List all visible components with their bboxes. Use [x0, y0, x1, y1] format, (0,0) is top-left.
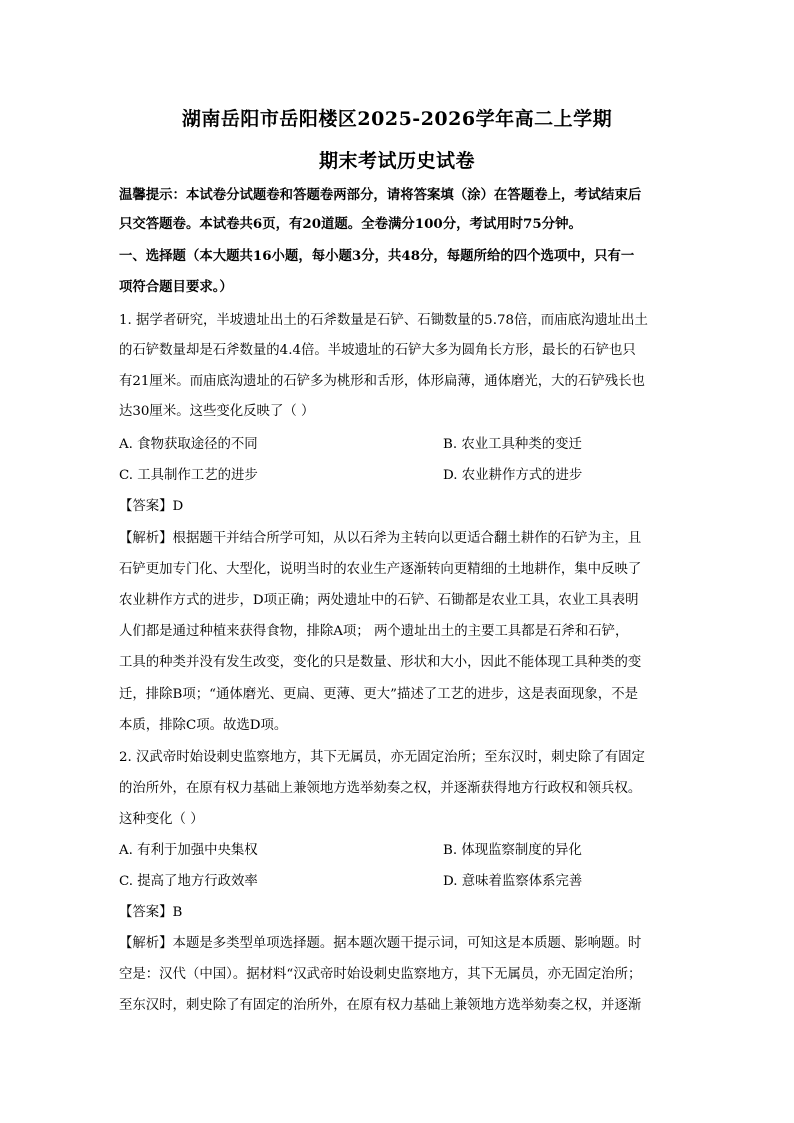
q1-stem-line-1: 1. 据学者研究，半坡遗址出土的石斧数量是石铲、石锄数量的5.78倍，而庙底沟遗址出土 — [119, 313, 648, 328]
q1-analysis-line-1: 【解析】根据题干并结合所学可知，从以石斧为主转向以更适合翻土耕作的石铲为主，且 — [119, 531, 642, 546]
q1-analysis-line-6: 迁，排除B项；“通体磨光、更扁、更薄、更大”描述了工艺的进步，这是表面现象，不是 — [119, 687, 638, 702]
q1-stem-line-4: 达30厘米。这些变化反映了（ ） — [119, 404, 315, 419]
q1-stem-line-3: 有21厘米。而庙底沟遗址的石铲多为桃形和舌形，体形扁薄，通体磨光，大的石铲残长也 — [119, 374, 645, 389]
q2-analysis-line-3: 至东汉时，刺史除了有固定的治所外，在原有权力基础上兼领地方选举劾奏之权，并逐渐 — [119, 998, 642, 1013]
section-heading-line-1: 一、选择题（本大题共16小题，每小题3分，共48分，每题所给的四个选项中，只有一 — [119, 248, 635, 264]
q2-option-d: D. 意味着监察体系完善 — [443, 874, 583, 889]
q1-analysis-line-4: 人们都是通过种植来获得食物，排除A项； 两个遗址出土的主要工具都是石斧和石铲， — [119, 624, 629, 639]
q1-analysis-line-7: 本质，排除C项。故选D项。 — [119, 718, 288, 733]
q2-option-c: C. 提高了地方行政效率 — [119, 874, 258, 889]
q2-analysis-line-1: 【解析】本题是多类型单项选择题。据本题次题干提示词，可知这是本质题、影响题。时 — [119, 936, 642, 951]
page-title: 湖南岳阳市岳阳楼区2025-2026学年高二上学期 — [181, 108, 613, 130]
q2-option-b: B. 体现监察制度的异化 — [443, 843, 582, 858]
q2-stem-line-1: 2. 汉武帝时始设刺史监察地方，其下无属员，亦无固定治所；至东汉时，刺史除了有固定 — [119, 750, 645, 765]
q1-analysis-line-5: 工具的种类并没有发生改变，变化的只是数量、形状和大小，因此不能体现工具种类的变 — [119, 655, 642, 670]
notice-line-2: 只交答题卷。本试卷共6页，有20道题。全卷满分100分，考试用时75分钟。 — [119, 216, 582, 232]
q1-option-c: C. 工具制作工艺的进步 — [119, 468, 258, 483]
section-heading-line-2: 项符合题目要求。） — [119, 279, 233, 295]
q2-answer: 【答案】B — [119, 905, 183, 920]
q2-option-a: A. 有利于加强中央集权 — [119, 843, 258, 858]
q2-analysis-line-2: 空是：汉代（中国）。据材料“汉武帝时始设刺史监察地方，其下无属员，亦无固定治所； — [119, 967, 642, 982]
q1-stem-line-2: 的石铲数量却是石斧数量的4.4倍。半坡遗址的石铲大多为圆角长方形，最长的石铲也只 — [119, 343, 636, 358]
q1-answer: 【答案】D — [119, 499, 184, 514]
q1-option-b: B. 农业工具种类的变迁 — [443, 437, 582, 452]
q1-option-d: D. 农业耕作方式的进步 — [443, 468, 583, 483]
notice-line-1: 温馨提示：本试卷分试题卷和答题卷两部分，请将答案填（涂）在答题卷上，考试结束后 — [119, 187, 642, 203]
q1-analysis-line-3: 农业耕作方式的进步，D项正确；两处遗址中的石铲、石锄都是农业工具，农业工具表明 — [119, 593, 639, 608]
q2-stem-line-2: 的治所外，在原有权力基础上兼领地方选举劾奏之权，并逐渐获得地方行政权和领兵权。 — [119, 781, 642, 796]
q2-stem-line-3: 这种变化（ ） — [119, 812, 204, 827]
q1-option-a: A. 食物获取途径的不同 — [119, 437, 258, 452]
q1-analysis-line-2: 石铲更加专门化、大型化，说明当时的农业生产逐渐转向更精细的土地耕作，集中反映了 — [119, 562, 642, 577]
page-subtitle: 期末考试历史试卷 — [318, 150, 475, 172]
